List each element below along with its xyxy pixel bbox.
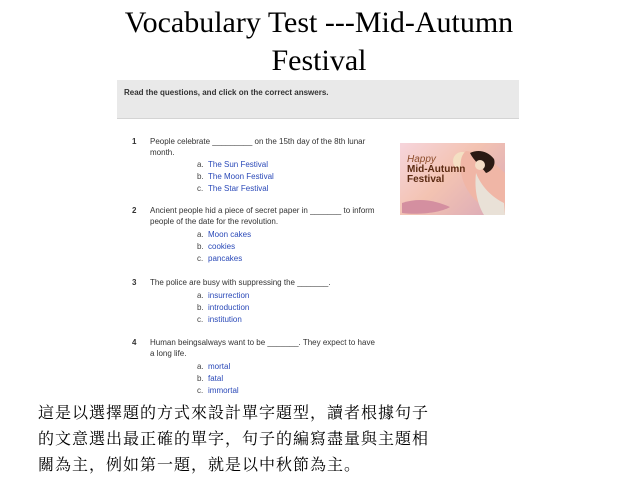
image-line-festival: Festival (407, 174, 445, 185)
option-1b[interactable] (197, 171, 274, 183)
question-text: People celebrate _________ on the 15th day of the 8th lunar month. (150, 137, 366, 157)
caption-line2: 的文意選出最正確的單字，句子的編寫盡量與主題相 (38, 429, 430, 448)
option-link[interactable]: fatal (208, 374, 224, 383)
option-letter: b. (197, 303, 204, 312)
option-letter: b. (197, 374, 204, 383)
option-link[interactable]: pancakes (208, 254, 243, 263)
option-letter: c. (197, 315, 204, 324)
option-letter: a. (197, 230, 204, 239)
option-2c[interactable] (197, 253, 251, 265)
image-line-happy: Happy (407, 154, 436, 165)
option-letter: b. (197, 242, 204, 251)
option-letter: a. (197, 291, 204, 300)
question-1-options (197, 159, 274, 195)
image-line-mid-autumn: Mid-Autumn (407, 164, 466, 175)
option-4b[interactable] (197, 373, 239, 385)
slide-title-line1: Vocabulary Test ---Mid-Autumn (124, 6, 514, 39)
option-link[interactable]: Moon cakes (208, 230, 252, 239)
option-letter: a. (197, 160, 204, 169)
question-number: 1 (132, 137, 137, 146)
question-3-options (197, 290, 249, 326)
option-4a[interactable] (197, 361, 239, 373)
option-3a[interactable] (197, 290, 249, 302)
question-4-options (197, 361, 239, 396)
option-letter: c. (197, 184, 204, 193)
option-2b[interactable] (197, 241, 251, 253)
option-link[interactable]: introduction (208, 303, 250, 312)
option-link[interactable]: The Star Festival (208, 184, 269, 193)
question-text: Human beingsalways want to be _______. They expect to have a long life. (150, 338, 375, 358)
option-3c[interactable] (197, 314, 249, 326)
question-2-options (197, 229, 251, 265)
option-letter: c. (197, 386, 204, 395)
option-letter: b. (197, 172, 204, 181)
option-link[interactable]: institution (208, 315, 242, 324)
option-3b[interactable] (197, 302, 249, 314)
option-link[interactable]: The Sun Festival (208, 160, 269, 169)
slide-title-line2: Festival (271, 44, 367, 77)
option-4c[interactable] (197, 385, 239, 396)
option-link[interactable]: insurrection (208, 291, 250, 300)
caption-line1: 這是以選擇題的方式來設計單字題型，讀者根據句子 (38, 403, 430, 422)
instructions-bar (117, 80, 519, 119)
option-1c[interactable] (197, 183, 274, 195)
question-text: The police are busy with suppressing the _______. (150, 278, 331, 287)
option-link[interactable]: mortal (208, 362, 231, 371)
option-1a[interactable] (197, 159, 274, 171)
mid-autumn-festival-image (400, 143, 505, 215)
slide-title (0, 4, 638, 80)
quiz-screenshot (117, 80, 519, 396)
option-link[interactable]: cookies (208, 242, 236, 251)
image-text (407, 155, 465, 185)
option-letter: a. (197, 362, 204, 371)
question-number: 4 (132, 338, 137, 347)
question-number: 2 (132, 206, 137, 215)
option-link[interactable]: immortal (208, 386, 239, 395)
caption (38, 400, 598, 478)
option-2a[interactable] (197, 229, 251, 241)
question-text: Ancient people hid a piece of secret paper in _______ to inform people of the date for the revolution. (150, 206, 375, 226)
instructions-text: Read the questions, and click on the correct answers. (124, 88, 329, 97)
option-letter: c. (197, 254, 204, 263)
question-number: 3 (132, 278, 137, 287)
caption-line3: 關為主，例如第一題，就是以中秋節為主。 (38, 455, 362, 474)
option-link[interactable]: The Moon Festival (208, 172, 274, 181)
